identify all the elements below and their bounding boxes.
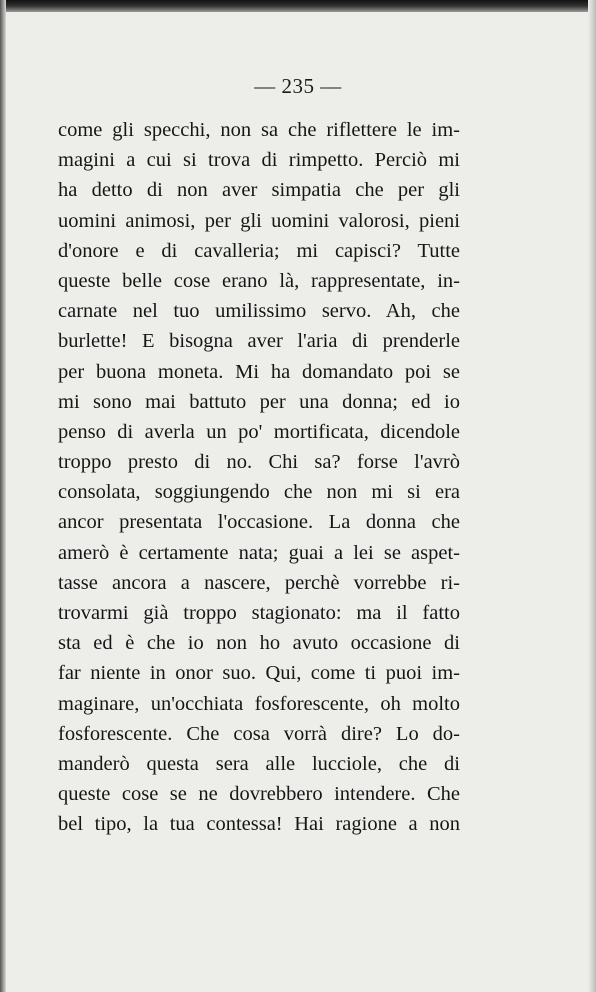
text-line: uomini animosi, per gli uomini valorosi, pieni xyxy=(58,209,460,232)
text-line: tasse ancora a nascere, perchè vorrebbe ri- xyxy=(58,571,460,594)
text-line: penso di averla un po' mortificata, dicendole xyxy=(58,420,460,443)
text-line: d'onore e di cavalleria; mi capisci? Tutte xyxy=(58,239,460,262)
text-line: consolata, soggiungendo che non mi si era xyxy=(58,481,460,504)
text-line: burlette! E bisogna aver l'aria di prenderle xyxy=(58,330,460,353)
text-line: carnate nel tuo umilissimo servo. Ah, che xyxy=(58,300,460,323)
text-line: ancor presentata l'occasione. La donna che xyxy=(58,511,460,534)
text-line: sta ed è che io non ho avuto occasione di xyxy=(58,632,460,655)
text-line: far niente in onor suo. Qui, come ti puoi im- xyxy=(58,662,460,685)
text-line: bel tipo, la tua contessa! Hai ragione a non xyxy=(58,813,460,836)
text-line: fosforescente. Che cosa vorrà dire? Lo do- xyxy=(58,722,460,745)
text-line: per buona moneta. Mi ha domandato poi se xyxy=(58,360,460,383)
text-line: queste belle cose erano là, rappresentate, in- xyxy=(58,269,460,292)
text-line: magini a cui si trova di rimpetto. Perciò mi xyxy=(58,149,460,172)
page-right-shadow xyxy=(588,0,596,992)
text-line: trovarmi già troppo stagionato: ma il fatto xyxy=(58,602,460,624)
page-left-shadow xyxy=(0,0,6,992)
page-top-shadow xyxy=(0,0,596,12)
text-line: amerò è certamente nata; guai a lei se aspet- xyxy=(58,541,460,564)
text-line: maginare, un'occhiata fosforescente, oh molto xyxy=(58,692,460,715)
body-text xyxy=(58,115,460,840)
page-number: — 235 — xyxy=(254,74,342,98)
text-line: come gli specchi, non sa che riflettere le im- xyxy=(58,119,460,141)
text-line: ha detto di non aver simpatia che per gli xyxy=(58,179,460,202)
text-line: queste cose se ne dovrebbero intendere. Che xyxy=(58,783,460,806)
text-line: mi sono mai battuto per una donna; ed io xyxy=(58,390,460,413)
text-line: troppo presto di no. Chi sa? forse l'avrò xyxy=(58,451,460,474)
text-line: manderò questa sera alle lucciole, che di xyxy=(58,752,460,775)
